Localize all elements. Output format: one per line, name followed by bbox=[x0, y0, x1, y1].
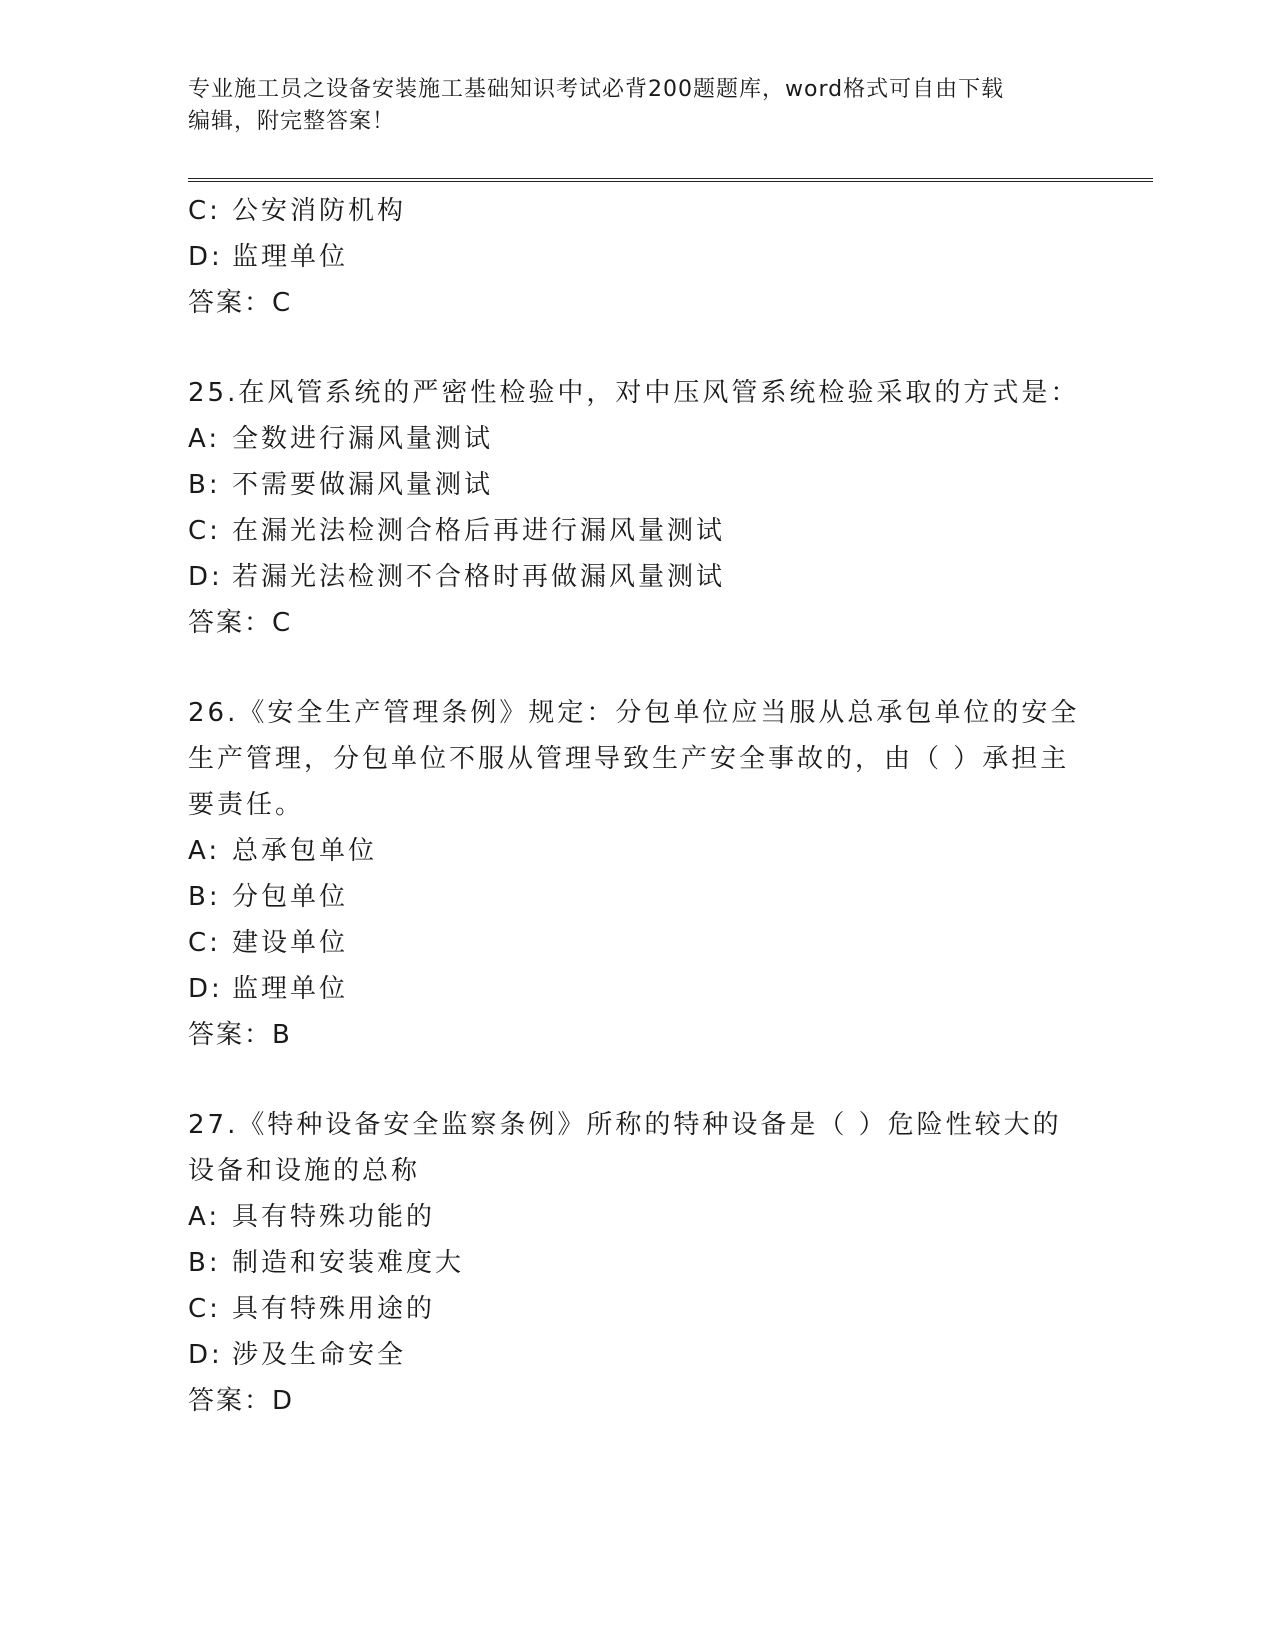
option-text: 监理单位 bbox=[232, 242, 349, 272]
option-letter: B: bbox=[188, 1248, 221, 1278]
header-divider bbox=[188, 178, 1153, 182]
option-a bbox=[188, 416, 1088, 462]
option-b bbox=[188, 462, 1088, 508]
option-d bbox=[188, 966, 1088, 1012]
option-letter: A: bbox=[188, 424, 221, 454]
answer-line: 答案：D bbox=[188, 1386, 295, 1416]
question-text-line: 要责任。 bbox=[188, 790, 305, 820]
option-c bbox=[188, 188, 1088, 234]
option-letter: B: bbox=[188, 882, 221, 912]
option-text: 监理单位 bbox=[232, 974, 349, 1004]
option-letter: C: bbox=[188, 516, 221, 546]
option-letter: D: bbox=[188, 242, 223, 272]
option-text: 建设单位 bbox=[232, 928, 349, 958]
option-letter: A: bbox=[188, 1202, 221, 1232]
header-title-line1: 专业施工员之设备安装施工基础知识考试必背200题题库，word格式可自由下载 bbox=[188, 77, 1005, 102]
option-c bbox=[188, 920, 1088, 966]
option-letter: C: bbox=[188, 928, 221, 958]
option-text: 具有特殊功能的 bbox=[232, 1202, 436, 1232]
option-text: 涉及生命安全 bbox=[232, 1340, 407, 1370]
question-text: 25.在风管系统的严密性检验中，对中压风管系统检验采取的方式是： bbox=[188, 378, 1080, 408]
option-letter: D: bbox=[188, 1340, 223, 1370]
option-a bbox=[188, 1194, 1088, 1240]
option-text: 公安消防机构 bbox=[232, 196, 407, 226]
option-text: 全数进行漏风量测试 bbox=[232, 424, 494, 454]
question-text-line: 26.《安全生产管理条例》规定：分包单位应当服从总承包单位的安全 bbox=[188, 698, 1080, 728]
option-letter: D: bbox=[188, 974, 223, 1004]
option-text: 分包单位 bbox=[232, 882, 349, 912]
option-d bbox=[188, 234, 1088, 280]
option-d bbox=[188, 554, 1088, 600]
option-letter: D: bbox=[188, 562, 223, 592]
option-text: 具有特殊用途的 bbox=[232, 1294, 436, 1324]
option-c bbox=[188, 1286, 1088, 1332]
question-26 bbox=[188, 690, 1088, 1058]
question-list bbox=[188, 188, 1088, 1424]
option-letter: B: bbox=[188, 470, 221, 500]
option-b bbox=[188, 1240, 1088, 1286]
header-title-line2: 编辑，附完整答案！ bbox=[188, 109, 396, 134]
option-text: 总承包单位 bbox=[232, 836, 378, 866]
option-text: 在漏光法检测合格后再进行漏风量测试 bbox=[232, 516, 726, 546]
option-text: 不需要做漏风量测试 bbox=[232, 470, 494, 500]
question-25 bbox=[188, 370, 1088, 646]
answer-line: 答案：C bbox=[188, 608, 293, 638]
option-letter: C: bbox=[188, 196, 221, 226]
option-text: 制造和安装难度大 bbox=[232, 1248, 465, 1278]
question-text-line: 生产管理，分包单位不服从管理导致生产安全事故的，由（ ）承担主 bbox=[188, 744, 1070, 774]
option-d bbox=[188, 1332, 1088, 1378]
question-text-line: 设备和设施的总称 bbox=[188, 1156, 421, 1186]
option-text: 若漏光法检测不合格时再做漏风量测试 bbox=[232, 562, 726, 592]
option-a bbox=[188, 828, 1088, 874]
option-b bbox=[188, 874, 1088, 920]
option-letter: C: bbox=[188, 1294, 221, 1324]
option-c bbox=[188, 508, 1088, 554]
answer-line: 答案：C bbox=[188, 288, 293, 318]
page-header bbox=[188, 74, 1068, 138]
answer-line: 答案：B bbox=[188, 1020, 292, 1050]
question-fragment-24 bbox=[188, 188, 1088, 326]
option-letter: A: bbox=[188, 836, 221, 866]
question-text-line: 27.《特种设备安全监察条例》所称的特种设备是（ ）危险性较大的 bbox=[188, 1110, 1062, 1140]
question-27 bbox=[188, 1102, 1088, 1424]
